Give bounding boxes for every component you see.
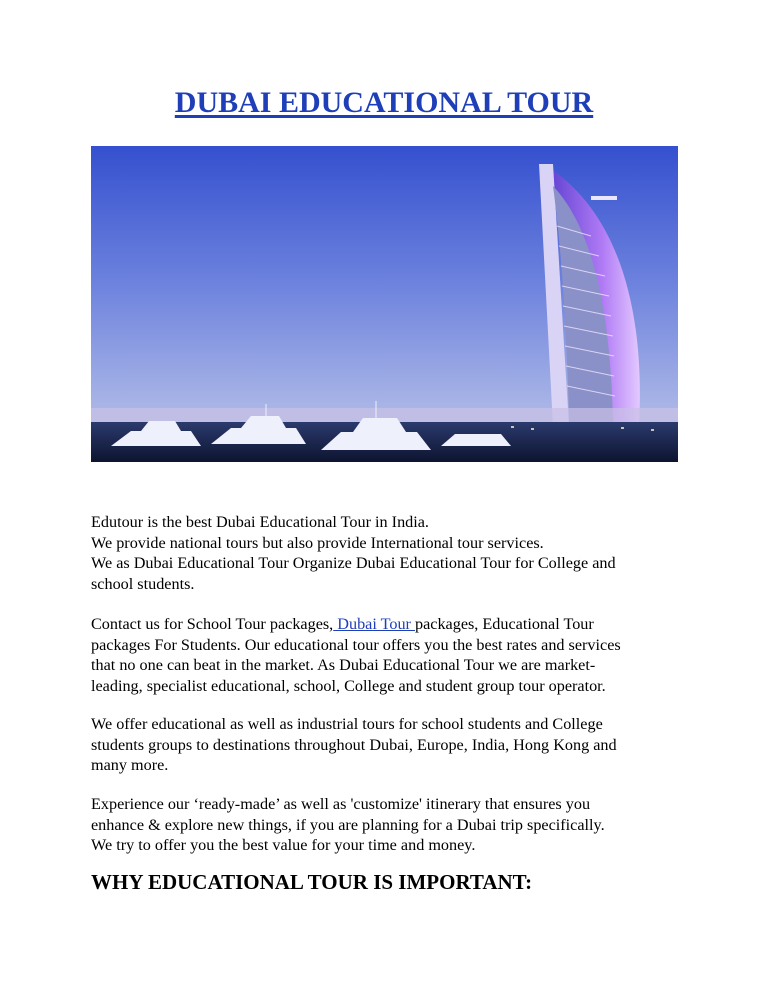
- page-title: DUBAI EDUCATIONAL TOUR: [174, 86, 594, 119]
- dubai-tour-link[interactable]: Dubai Tour: [333, 615, 415, 633]
- burj-al-arab-photo: [91, 146, 678, 462]
- contact-paragraph: [91, 614, 691, 696]
- experience-paragraph: [91, 794, 691, 856]
- text-segment: Contact us for School Tour packages,: [91, 615, 334, 633]
- photo-illustration: [91, 146, 678, 462]
- text-line: We offer educational as well as industrial tours for school students and College: [91, 715, 603, 733]
- text-line: We as Dubai Educational Tour Organize Dubai Educational Tour for College and: [91, 554, 616, 572]
- text-line: enhance & explore new things, if you are planning for a Dubai trip specifically.: [91, 815, 605, 834]
- intro-paragraph: [91, 512, 691, 594]
- text-line: that no one can beat in the market. As Dubai Educational Tour we are market-: [91, 656, 596, 674]
- text-line: many more.: [91, 756, 169, 774]
- text-line: leading, specialist educational, school, College and student group tour operator.: [91, 676, 606, 695]
- text-line: We try to offer you the best value for your time and money.: [91, 836, 476, 854]
- text-line: Experience our ‘ready-made’ as well as 'customize' itinerary that ensures you: [91, 795, 591, 813]
- text-line: Edutour is the best Dubai Educational Tour in India.: [91, 513, 429, 531]
- text-line: students groups to destinations throughout Dubai, Europe, India, Hong Kong and: [91, 735, 617, 754]
- text-line: [91, 614, 691, 635]
- text-line: school students.: [91, 574, 195, 593]
- section-heading: WHY EDUCATIONAL TOUR IS IMPORTANT:: [91, 870, 533, 894]
- text-segment: packages, Educational Tour: [414, 615, 594, 633]
- text-line: We provide national tours but also provide International tour services.: [91, 533, 544, 552]
- text-line: packages For Students. Our educational tour offers you the best rates and services: [91, 635, 621, 654]
- offer-paragraph: [91, 714, 691, 776]
